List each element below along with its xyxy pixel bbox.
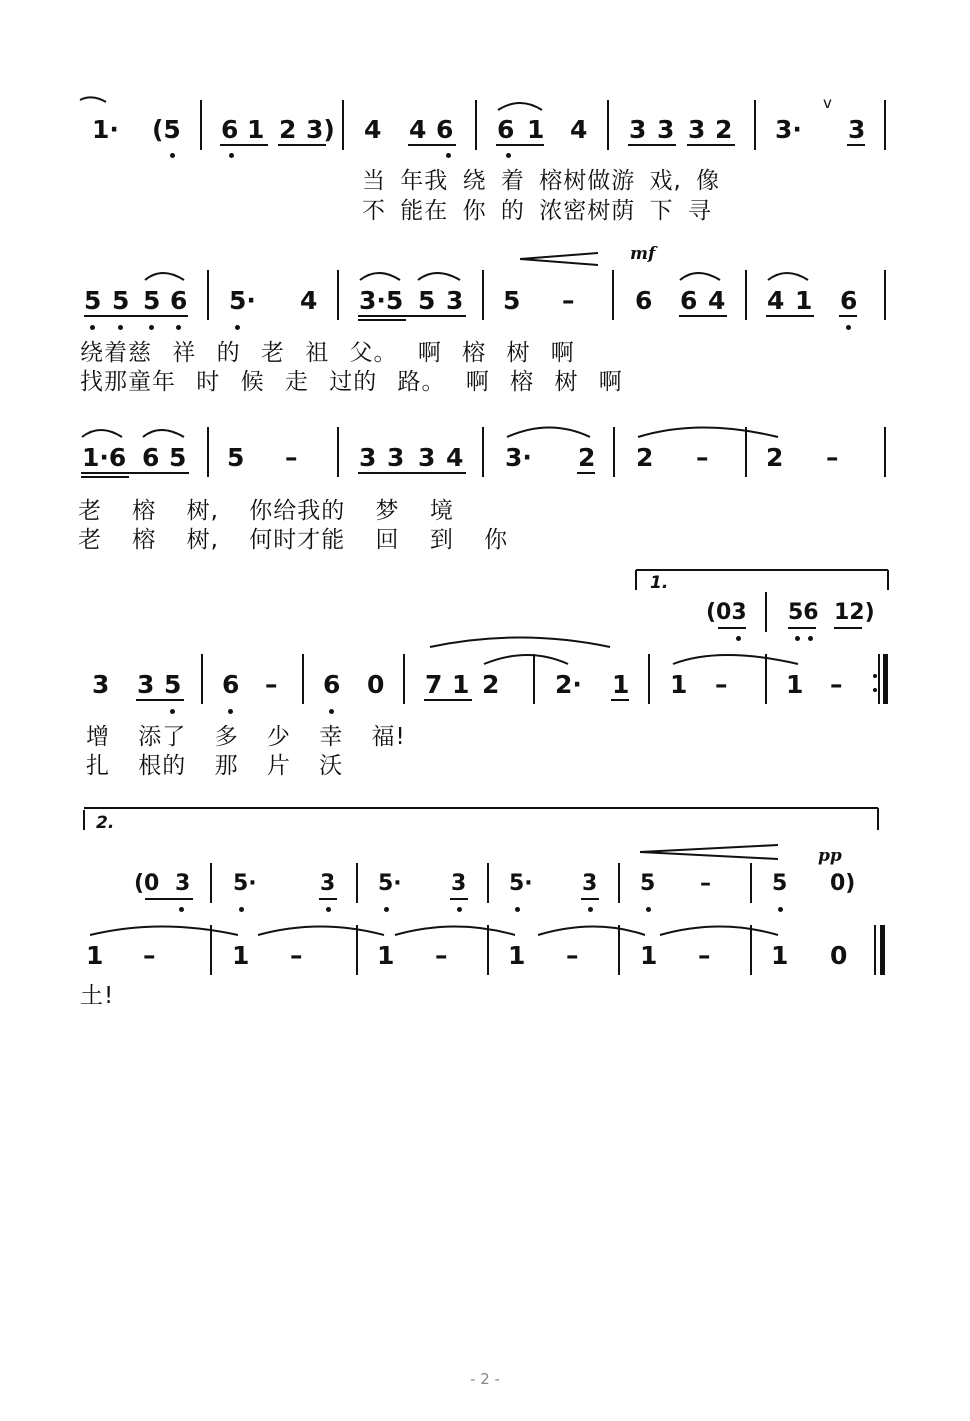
barline xyxy=(342,100,344,150)
note: 7 xyxy=(425,670,443,699)
note: 1 xyxy=(612,670,630,699)
note: 4 xyxy=(708,286,726,315)
low-dot xyxy=(736,636,741,641)
cue-note: 3 xyxy=(451,871,467,896)
repeat-barline-thick xyxy=(883,654,888,704)
note: 2 xyxy=(715,115,733,144)
low-dot xyxy=(239,907,244,912)
note: 1 xyxy=(771,941,789,970)
cue-note: 5· xyxy=(509,871,533,896)
note: 3 xyxy=(418,443,436,472)
underline xyxy=(718,627,746,629)
underline xyxy=(358,472,466,474)
note: 5 xyxy=(227,443,245,472)
note: 6 xyxy=(680,286,698,315)
barline xyxy=(745,270,747,320)
barline xyxy=(337,270,339,320)
lyrics-verse-2: 找那童年 时 候 走 过的 路。 啊 榕 树 啊 xyxy=(80,369,623,395)
underline xyxy=(687,144,735,146)
low-dot xyxy=(149,325,154,330)
lyrics-verse-1: 增 添了 多 少 幸 福! xyxy=(86,724,406,750)
note: – xyxy=(566,941,579,970)
cue-note: 3 xyxy=(320,871,336,896)
note: 5 xyxy=(418,286,436,315)
barline xyxy=(487,863,489,903)
barline xyxy=(482,427,484,477)
note: (5 xyxy=(152,115,181,144)
underline xyxy=(220,144,268,146)
note: – xyxy=(290,941,303,970)
barline xyxy=(648,654,650,704)
note: 3·5 xyxy=(359,286,404,315)
note: 0 xyxy=(367,670,385,699)
cue-note: 5 xyxy=(772,871,788,896)
note: 2· xyxy=(555,670,582,699)
note: 3 xyxy=(387,443,405,472)
note: 1·6 xyxy=(82,443,127,472)
low-dot xyxy=(170,153,175,158)
note: 5· xyxy=(229,286,256,315)
repeat-barline xyxy=(878,654,880,704)
underline xyxy=(358,319,406,321)
barline xyxy=(533,654,535,704)
note: 6 xyxy=(840,286,858,315)
note: 4 xyxy=(446,443,464,472)
low-dot xyxy=(384,907,389,912)
final-barline xyxy=(874,925,876,975)
lyrics-verse-2: 扎 根的 那 片 沃 xyxy=(86,753,344,779)
low-dot xyxy=(795,636,800,641)
cue-note: – xyxy=(700,871,711,896)
barline xyxy=(750,863,752,903)
note: 6 xyxy=(142,443,160,472)
dynamic-mf: mf xyxy=(630,244,656,264)
note: 4 xyxy=(767,286,785,315)
low-dot xyxy=(118,325,123,330)
underline xyxy=(839,315,857,317)
note: 1· xyxy=(92,115,119,144)
note: 3 xyxy=(629,115,647,144)
low-dot xyxy=(235,325,240,330)
low-dot xyxy=(646,907,651,912)
barline xyxy=(356,925,358,975)
barline xyxy=(765,592,767,632)
note: 4 xyxy=(409,115,427,144)
note: 6 xyxy=(436,115,454,144)
note: – xyxy=(715,670,728,699)
low-dot xyxy=(808,636,813,641)
barline xyxy=(210,925,212,975)
breath-mark: v xyxy=(823,94,832,112)
cue-note: 3 xyxy=(175,871,191,896)
low-dot xyxy=(229,153,234,158)
note: 3 xyxy=(92,670,110,699)
note: 6 xyxy=(221,115,239,144)
barline xyxy=(618,863,620,903)
barline xyxy=(487,925,489,975)
barline xyxy=(613,427,615,477)
underline xyxy=(496,144,544,146)
barline xyxy=(475,100,477,150)
final-barline-thick xyxy=(880,925,885,975)
note: 3 xyxy=(688,115,706,144)
note: 1 xyxy=(452,670,470,699)
note: 1 xyxy=(247,115,265,144)
underline xyxy=(628,144,676,146)
underline xyxy=(81,472,189,474)
note: 1 xyxy=(640,941,658,970)
lyrics-verse-1: 绕着慈 祥 的 老 祖 父。 啊 榕 树 啊 xyxy=(80,340,575,366)
note: – xyxy=(285,443,298,472)
note: 1 xyxy=(86,941,104,970)
barline xyxy=(765,654,767,704)
barline xyxy=(884,427,886,477)
low-dot xyxy=(179,907,184,912)
note: 1 xyxy=(508,941,526,970)
note: 1 xyxy=(377,941,395,970)
note: 5 xyxy=(503,286,521,315)
underline xyxy=(581,898,599,900)
barline xyxy=(210,863,212,903)
low-dot xyxy=(228,709,233,714)
barline xyxy=(302,654,304,704)
cue-note: 12) xyxy=(834,600,875,625)
underline xyxy=(424,699,472,701)
note: 3 xyxy=(657,115,675,144)
barline xyxy=(200,100,202,150)
note: 4 xyxy=(300,286,318,315)
note: 2 xyxy=(482,670,500,699)
note: 6 xyxy=(497,115,515,144)
lyrics-verse-1: 老 榕 树, 你给我的 梦 境 xyxy=(78,498,454,524)
note: 5 xyxy=(164,670,182,699)
barline xyxy=(618,925,620,975)
note: 3 xyxy=(359,443,377,472)
barline xyxy=(356,863,358,903)
note: 3 xyxy=(137,670,155,699)
underline xyxy=(679,315,727,317)
lyrics-verse-2: 老 榕 树, 何时才能 回 到 你 xyxy=(78,527,509,553)
low-dot xyxy=(170,709,175,714)
volta-1-label: 1. xyxy=(650,573,669,593)
underline xyxy=(408,144,456,146)
barline xyxy=(884,270,886,320)
barline xyxy=(482,270,484,320)
note: – xyxy=(435,941,448,970)
note: 6 xyxy=(635,286,653,315)
low-dot xyxy=(457,907,462,912)
underline xyxy=(136,699,184,701)
barline xyxy=(745,427,747,477)
barline xyxy=(201,654,203,704)
lyrics-verse-2: 不 能在 你 的 浓密树荫 下 寻 xyxy=(362,198,712,224)
cue-note: (03 xyxy=(706,600,747,625)
barline xyxy=(754,100,756,150)
underline xyxy=(84,315,188,317)
low-dot xyxy=(588,907,593,912)
note: 2 xyxy=(636,443,654,472)
underline xyxy=(81,476,129,478)
repeat-dot xyxy=(873,674,877,678)
underline xyxy=(847,144,865,146)
note: 1 xyxy=(527,115,545,144)
cue-note: 56 xyxy=(788,600,819,625)
low-dot xyxy=(846,325,851,330)
low-dot xyxy=(506,153,511,158)
low-dot xyxy=(778,907,783,912)
note: 5 xyxy=(84,286,102,315)
note: 3· xyxy=(775,115,802,144)
note: 5 xyxy=(169,443,187,472)
barline xyxy=(607,100,609,150)
note: – xyxy=(826,443,839,472)
underline xyxy=(766,315,814,317)
dynamic-pp: pp xyxy=(818,846,842,866)
low-dot xyxy=(446,153,451,158)
underline xyxy=(358,315,466,317)
note: 2 xyxy=(279,115,297,144)
barline xyxy=(884,100,886,150)
underline xyxy=(450,898,468,900)
volta-2-label: 2. xyxy=(96,813,115,833)
underline xyxy=(611,699,629,701)
cue-note: (0 xyxy=(134,871,160,896)
note: 1 xyxy=(786,670,804,699)
lyrics-verse-1: 当 年我 绕 着 榕树做游 戏, 像 xyxy=(362,168,721,194)
note: 2 xyxy=(578,443,596,472)
underline xyxy=(278,144,326,146)
note: 0 xyxy=(830,941,848,970)
note: 1 xyxy=(795,286,813,315)
note: 6 xyxy=(170,286,188,315)
page-number: - 2 - xyxy=(470,1370,500,1388)
barline xyxy=(403,654,405,704)
note: 3· xyxy=(505,443,532,472)
cue-note: 0) xyxy=(830,871,856,896)
underline xyxy=(577,472,595,474)
note: 6 xyxy=(222,670,240,699)
low-dot xyxy=(515,907,520,912)
barline xyxy=(612,270,614,320)
note: – xyxy=(698,941,711,970)
cue-note: 3 xyxy=(582,871,598,896)
note: – xyxy=(696,443,709,472)
low-dot xyxy=(326,907,331,912)
low-dot xyxy=(90,325,95,330)
low-dot xyxy=(329,709,334,714)
underline xyxy=(145,898,193,900)
note: 3 xyxy=(446,286,464,315)
lyrics-verse-1: 土! xyxy=(80,983,115,1009)
note: 3) xyxy=(306,115,335,144)
cue-note: 5 xyxy=(640,871,656,896)
cue-note: 5· xyxy=(233,871,257,896)
note: 3 xyxy=(848,115,866,144)
underline xyxy=(319,898,337,900)
note: – xyxy=(830,670,843,699)
underline xyxy=(788,627,816,629)
barline xyxy=(337,427,339,477)
repeat-dot xyxy=(873,688,877,692)
barline xyxy=(207,427,209,477)
note: 4 xyxy=(570,115,588,144)
note: 5 xyxy=(143,286,161,315)
note: – xyxy=(265,670,278,699)
low-dot xyxy=(176,325,181,330)
note: 5 xyxy=(112,286,130,315)
barline xyxy=(750,925,752,975)
note: – xyxy=(562,286,575,315)
note: 4 xyxy=(364,115,382,144)
note: 2 xyxy=(766,443,784,472)
note: 1 xyxy=(670,670,688,699)
note: – xyxy=(143,941,156,970)
note: 1 xyxy=(232,941,250,970)
note: 6 xyxy=(323,670,341,699)
barline xyxy=(207,270,209,320)
underline xyxy=(834,627,862,629)
cue-note: 5· xyxy=(378,871,402,896)
